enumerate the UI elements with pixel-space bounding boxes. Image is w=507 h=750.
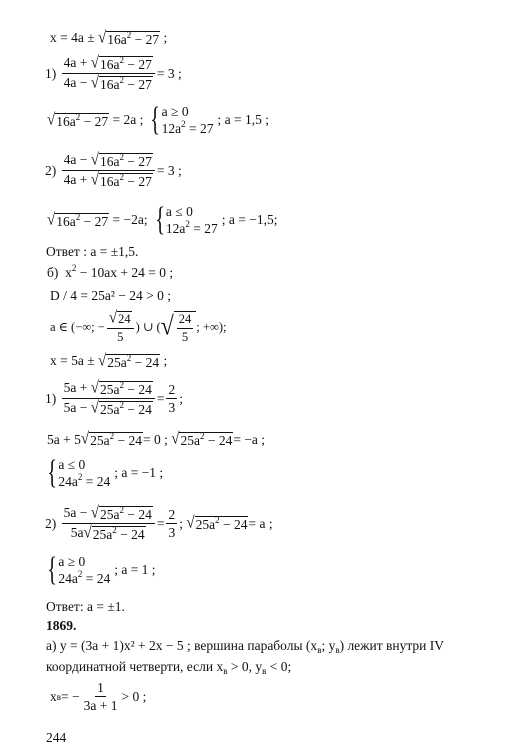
interval: a ∈ (−∞; − √ 24 5 ) ∪ ( √ $\frac{24}{5}$ ; +∞); [50,308,227,344]
case2-equation: 2) 4a − √ $16a^2 - 27$ 4a + √ $16a^2 - 27$ = 3 ; [45,151,182,189]
case1-equation: 1) 4a + √ $16a^2 - 27$ 4a − √ $16a^2 - 27$ = 3 ; [45,54,182,92]
problem-number: 1869. [46,618,77,633]
b-case2-equation: 2) 5a − √ $25a^2 - 24$ 5a √ $25a^2 - 24$ = $\frac{2}{3}$ ; √ $25a^2 - 24$ = a ; [45,504,273,542]
system-brace: { a ≤ 0 $12a^2 = 27$ [154,201,218,238]
page-number: 244 [46,730,67,745]
case1-solution: √ $16a^2 - 27$ = 2a ; { a ≥ 0 $12a^2 = 27$ ; a = 1,5 ; [47,101,270,138]
vertex-x: x в = − $\frac{1}{3a + 1}$ > 0 ; [50,680,147,713]
eq-x-roots: x = 4a ± √ $16a^2 - 27$ ; [50,29,168,47]
part-b-equation: б) $x^2 - 10ax + 24 = 0$ ; [47,263,174,280]
part-a-text-2: координатной четверти, если $x_в > 0$, $y_в < 0$; [46,659,292,676]
discriminant: D / 4 = 25a² − 24 > 0 ; [50,288,172,303]
eq-x-roots-b: x = 5a ± √ $25a^2 - 24$ ; [50,352,168,370]
system-brace: { a ≥ 0 $12a^2 = 27$ [150,101,214,138]
case2-solution: √ $16a^2 - 27$ = −2a; { a ≤ 0 $12a^2 = 27$ ; a = −1,5; [47,201,278,238]
b-case1-system: { a ≤ 0 $24a^2 = 24$ ; a = −1 ; [47,454,164,491]
answer-b: Ответ: a = ±1. [46,599,125,614]
b-case1-equation: 1) 5a + √ $25a^2 - 24$ 5a − √ $25a^2 - 24$ = $\frac{2}{3}$ ; [45,379,183,417]
b-case1-step: 5a + 5 √ $25a^2 - 24$ = 0 ; √ $25a^2 - 24$ = −a ; [47,430,266,449]
b-case2-system: { a ≥ 0 $24a^2 = 24$ ; a = 1 ; [47,551,156,588]
answer-a: Ответ : a = ±1,5. [46,244,139,259]
part-a-text-1: а) y = (3a + 1)x² + 2x − 5 ; вершина параболы ($x_в$; $y_в$) лежит внутри IV [46,638,445,655]
